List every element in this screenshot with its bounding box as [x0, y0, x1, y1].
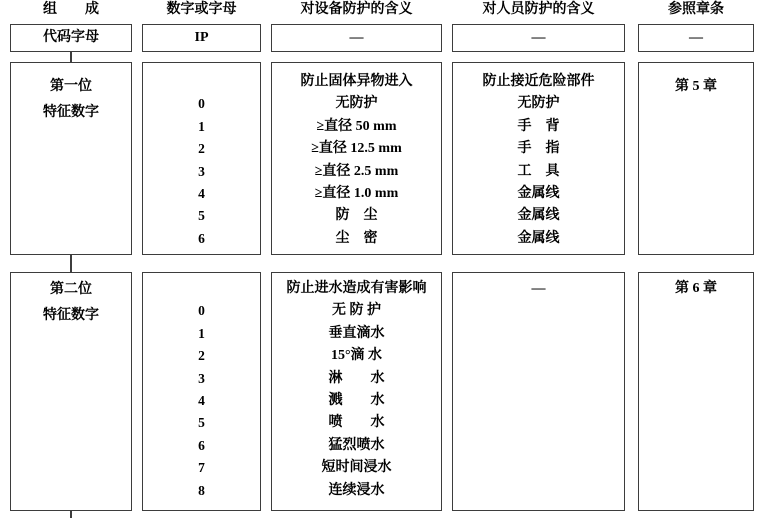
block1-reference-box — [638, 62, 754, 255]
header-personnel-meaning: 对人员防护的含义 — [482, 2, 595, 17]
block1-equipment-row: ≥直径 50 mm — [316, 118, 397, 134]
block2-digits-box — [142, 272, 261, 511]
block1-digit: 2 — [198, 141, 205, 157]
block2-label-line1: 第二位 — [50, 282, 92, 297]
block1-personnel-row: 手 背 — [517, 118, 560, 134]
block1-digit: 6 — [198, 230, 205, 246]
code-letters-reference-box: — — [638, 24, 754, 52]
block2-digit: 0 — [198, 303, 205, 319]
block2-equipment-row: 垂直滴水 — [328, 325, 385, 341]
header-numeral-or-letter: 数字或字母 — [166, 2, 237, 17]
block1-equipment-title: 防止固体异物进入 — [300, 74, 413, 89]
block2-reference-box — [638, 272, 754, 511]
block1-personnel-title: 防止接近危险部件 — [482, 74, 595, 89]
code-letters-equipment-box: — — [271, 24, 442, 52]
block1-digit: 4 — [198, 185, 205, 201]
block1-label-line1: 第一位 — [50, 79, 92, 94]
block2-digit: 5 — [198, 415, 205, 431]
block2-digit: 7 — [198, 460, 205, 476]
block2-equipment-row: 连续浸水 — [328, 482, 385, 498]
block1-equipment-row: 无防护 — [335, 96, 378, 112]
block2-equipment-row: 猛烈喷水 — [328, 437, 385, 453]
block2-personnel-title: — — [531, 281, 546, 296]
block2-equipment-title: 防止进水造成有害影响 — [286, 281, 427, 296]
code-letters-personnel-box: — — [452, 24, 625, 52]
block2-digit: 6 — [198, 437, 205, 453]
block2-digit: 2 — [198, 348, 205, 364]
block1-personnel-row: 金属线 — [517, 230, 560, 246]
block2-equipment-box — [271, 272, 442, 511]
block1-equipment-row: ≥直径 12.5 mm — [311, 141, 402, 157]
block1-personnel-row: 金属线 — [517, 208, 560, 224]
block1-personnel-row: 工 具 — [517, 163, 560, 179]
header-reference: 参照章条 — [668, 2, 724, 17]
block2-label-line2: 特征数字 — [43, 308, 99, 323]
block2-label-box — [10, 272, 132, 511]
block2-equipment-row: 喷 水 — [328, 415, 385, 431]
header-equipment-meaning: 对设备防护的含义 — [300, 2, 413, 17]
block2-equipment-row: 无 防 护 — [332, 303, 381, 319]
block1-digits-box — [142, 62, 261, 255]
block2-personnel-box — [452, 272, 625, 511]
block1-label-line2: 特征数字 — [43, 105, 99, 120]
block1-equipment-row: 尘 密 — [335, 230, 378, 246]
code-letters-value-box: IP — [142, 24, 261, 52]
block1-digit: 5 — [198, 208, 205, 224]
block2-digit: 4 — [198, 392, 205, 408]
code-letters-label-box: 代码字母 — [10, 24, 132, 52]
block1-digit: 0 — [198, 96, 205, 112]
block2-equipment-row: 15°滴 水 — [330, 348, 383, 364]
block2-equipment-row: 溅 水 — [328, 392, 385, 408]
header-composition: 组 成 — [43, 2, 99, 17]
connector-line — [70, 52, 72, 62]
block1-personnel-row: 手 指 — [517, 141, 560, 157]
digits-spacer — [143, 71, 260, 93]
block1-personnel-box — [452, 62, 625, 255]
block1-equipment-row: 防 尘 — [335, 208, 378, 224]
block1-digit: 1 — [198, 118, 205, 134]
block1-equipment-box — [271, 62, 442, 255]
block1-label-box — [10, 62, 132, 255]
block2-equipment-row: 淋 水 — [328, 370, 385, 386]
connector-line — [70, 511, 72, 518]
block1-personnel-row: 金属线 — [517, 185, 560, 201]
block2-equipment-row: 短时间浸水 — [321, 460, 392, 476]
block2-reference: 第 6 章 — [675, 281, 717, 296]
block1-reference: 第 5 章 — [675, 79, 717, 94]
block1-digit: 3 — [198, 163, 205, 179]
digits-spacer — [143, 278, 260, 300]
connector-line — [70, 255, 72, 272]
block2-digit: 1 — [198, 325, 205, 341]
block1-equipment-row: ≥直径 2.5 mm — [314, 163, 399, 179]
block1-personnel-row: 无防护 — [517, 96, 560, 112]
block1-equipment-row: ≥直径 1.0 mm — [314, 185, 399, 201]
block2-digit: 3 — [198, 370, 205, 386]
block2-digit: 8 — [198, 482, 205, 498]
